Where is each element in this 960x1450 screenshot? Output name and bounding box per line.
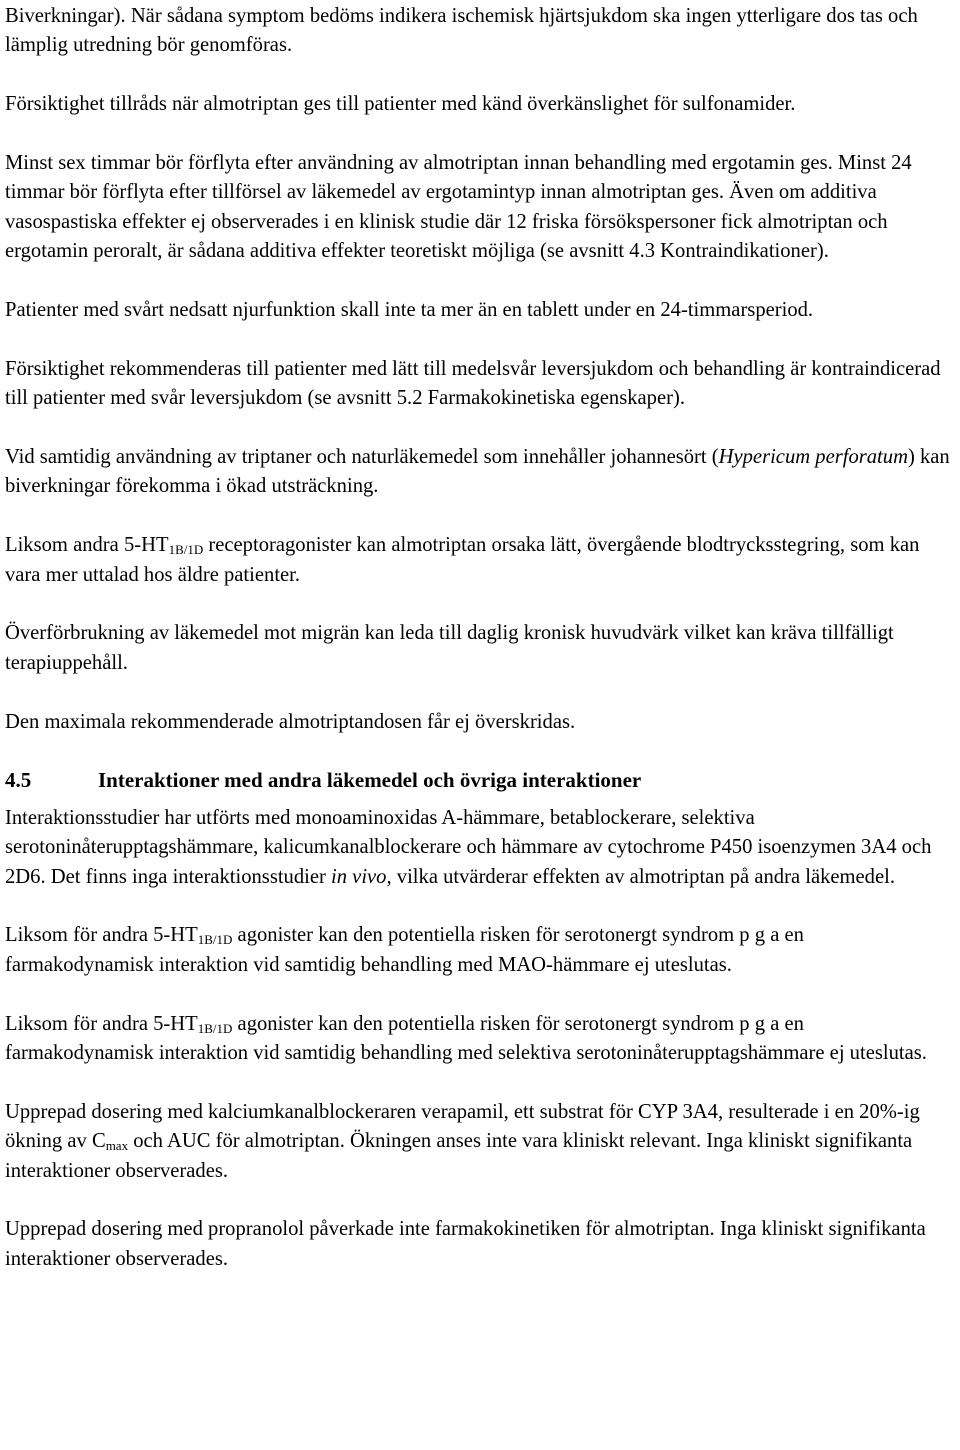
- text-segment: Liksom andra 5-HT: [5, 534, 169, 557]
- subscript: 1B/1D: [197, 932, 233, 948]
- section-number: 4.5: [5, 768, 32, 793]
- text-segment: Interaktionsstudier har utförts med monoaminoxidas A-hämmare, betablockerare, selektiva serotoninåterupptagshämmare, kalicumkanalblockerare och hämmare av cytochrome P450 isoenzymen 3A4 och 2D6. Det finns inga interaktionsstudier: [5, 806, 932, 888]
- text-segment: , vilka utvärderar effekten av almotriptan på andra läkemedel.: [386, 865, 895, 888]
- paragraph-verapamil: [5, 1098, 955, 1186]
- paragraph-st-johns-wort: [5, 443, 955, 502]
- paragraph-propranolol: Upprepad dosering med propranolol påverkade inte farmakokinetiken för almotriptan. Inga kliniskt signifikanta interaktioner observerades.: [5, 1218, 926, 1270]
- italic-term: in vivo: [331, 865, 387, 888]
- text-segment: Upprepad dosering med kalciumkanalblockeraren verapamil, ett substrat för CYP 3A4, resulterade i en 20%-ig ökning av C: [5, 1100, 920, 1153]
- subscript: max: [105, 1138, 129, 1154]
- text-segment: agonister kan den potentiella risken för serotonergt syndrom p g a en farmakodynamisk interaktion vid samtidig behandling med selektiva serotoninåterupptagshämmare ej uteslutas.: [5, 1012, 927, 1065]
- paragraph-ssri: [5, 1010, 955, 1069]
- text-segment: och AUC för almotriptan. Ökningen anses inte vara kliniskt relevant. Inga kliniskt signifikanta interaktioner observerades.: [5, 1130, 913, 1182]
- text-segment: agonister kan den potentiella risken för serotonergt syndrom p g a en farmakodynamisk interaktion vid samtidig behandling med MAO-hämmare ej uteslutas.: [5, 924, 804, 976]
- paragraph-interaction-studies: [5, 804, 955, 892]
- paragraph-ergotamine-interval: Minst sex timmar bör förflyta efter användning av almotriptan innan behandling med ergotamin ges. Minst 24 timmar bör förflyta efter tillförsel av läkemedel av ergotamintyp innan almotriptan ges. Även om additiva vasospastiska effekter ej observerades i en klinisk studie där 12 friska försökspersoner fick almotriptan och ergotamin peroralt, är sådana additiva effekter teoretiskt möjliga (se avsnitt 4.3 Kontraindikationer).: [5, 152, 912, 263]
- paragraph-hepatic-impairment: Försiktighet rekommenderas till patienter med lätt till medelsvår leversjukdom och behandling är kontraindicerad till patienter med svår leversjukdom (se avsnitt 5.2 Farmakokinetiska egenskaper).: [5, 357, 941, 410]
- text-segment: Liksom för andra 5-HT: [5, 924, 198, 947]
- italic-term: Hypericum perforatum: [718, 446, 908, 469]
- subscript: 1B/1D: [197, 1020, 233, 1036]
- text-segment: Vid samtidig användning av triptaner och naturläkemedel som innehåller johannesört (: [5, 446, 719, 469]
- paragraph-medication-overuse: Överförbrukning av läkemedel mot migrän kan leda till daglig kronisk huvudvärk vilket kan kräva tillfälligt terapiuppehåll.: [5, 622, 894, 674]
- section-heading: [5, 766, 955, 795]
- text-segment: ) kan biverkningar förekomma i ökad utsträckning.: [5, 446, 950, 498]
- text-segment: Liksom för andra 5-HT: [5, 1012, 198, 1035]
- paragraph-renal-impairment: Patienter med svårt nedsatt njurfunktion skall inte ta mer än en tablett under en 24-timmarsperiod.: [5, 299, 814, 322]
- paragraph-mao-inhibitors: [5, 921, 955, 980]
- paragraph-sulfonamide-caution: Försiktighet tillråds när almotriptan ges till patienter med känd överkänslighet för sulfonamider.: [5, 93, 796, 116]
- paragraph-max-dose: Den maximala rekommenderade almotriptandosen får ej överskridas.: [5, 710, 576, 733]
- document-page: [5, 2, 955, 1304]
- paragraph-ischemic-symptoms: Biverkningar). När sådana symptom bedöms indikera ischemisk hjärtsjukdom ska ingen ytterligare dos tas och lämplig utredning bör genomföras.: [5, 5, 918, 57]
- subscript: 1B/1D: [168, 542, 204, 558]
- section-title: Interaktioner med andra läkemedel och övriga interaktioner: [98, 768, 642, 793]
- paragraph-blood-pressure: [5, 531, 955, 590]
- text-segment: receptoragonister kan almotriptan orsaka lätt, övergående blodtrycksstegring, som kan vara mer uttalad hos äldre patienter.: [5, 534, 920, 586]
